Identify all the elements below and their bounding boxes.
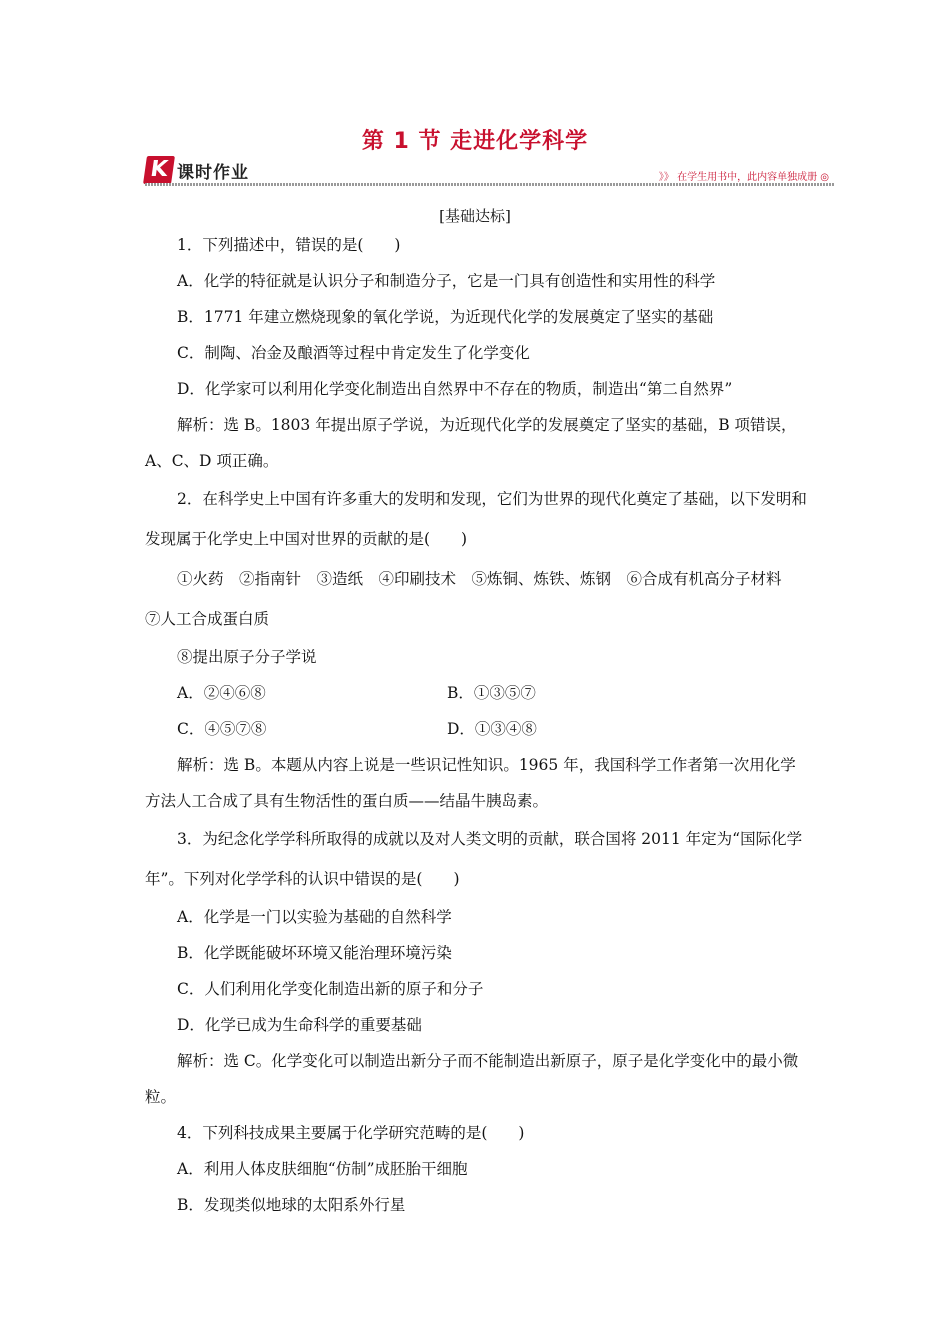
- question-1-option-b: B．1771 年建立燃烧现象的氧化学说，为近现代化学的发展奠定了坚实的基础: [177, 308, 714, 326]
- question-2-option-c: C．④⑤⑦⑧: [177, 720, 267, 738]
- question-4-stem: 4．下列科技成果主要属于化学研究范畴的是( ): [177, 1124, 525, 1142]
- question-1-stem: 1．下列描述中，错误的是( ): [177, 236, 401, 254]
- section-heading: [基础达标]: [439, 207, 511, 225]
- question-2-option-d: D．①③④⑧: [447, 720, 537, 738]
- question-2-options-row-1: [145, 675, 810, 711]
- question-2-option-a: A．②④⑥⑧: [177, 684, 266, 702]
- question-3-option-c: C．人们利用化学变化制造出新的原子和分子: [177, 980, 484, 998]
- question-2-option-b: B．①③⑤⑦: [447, 684, 536, 702]
- homework-banner: [145, 156, 835, 186]
- question-3-option-a: A．化学是一门以实验为基础的自然科学: [177, 908, 452, 926]
- banner-divider: [145, 183, 835, 186]
- question-2-items: ①火药 ②指南针 ③造纸 ④印刷技术 ⑤炼铜、炼铁、炼钢 ⑥合成有机高分子材料 ⑦人工合成蛋白质: [145, 570, 798, 628]
- question-3-stem: 3．为纪念化学学科所取得的成就以及对人类文明的贡献，联合国将 2011 年定为“国际化学年”。下列对化学学科的认识中错误的是( ): [145, 830, 803, 888]
- question-1-option-a: A．化学的特征就是认识分子和制造分子，它是一门具有创造性和实用性的科学: [177, 272, 716, 290]
- question-2-options-row-2: [145, 711, 810, 747]
- banner-note: 》》 在学生用书中，此内容单独成册 ◎: [658, 172, 829, 183]
- question-1-analysis: 解析：选 B。1803 年提出原子学说，为近现代化学的发展奠定了坚实的基础，B 项错误，A、C、D 项正确。: [145, 416, 797, 470]
- banner-logo: [145, 156, 249, 184]
- question-3-option-b: B．化学既能破坏环境又能治理环境污染: [177, 944, 452, 962]
- question-1-option-c: C．制陶、冶金及酿酒等过程中肯定发生了化学变化: [177, 344, 530, 362]
- question-3-analysis: 解析：选 C。化学变化可以制造出新分子而不能制造出新原子，原子是化学变化中的最小微粒。: [145, 1052, 799, 1106]
- question-2-analysis: 解析：选 B。本题从内容上说是一些识记性知识。1965 年，我国科学工作者第一次用化学方法人工合成了具有生物活性的蛋白质——结晶牛胰岛素。: [145, 756, 796, 810]
- page-title: 第 1 节 走进化学科学: [361, 129, 589, 154]
- banner-label: 课时作业: [177, 162, 249, 183]
- question-list: [145, 227, 810, 1223]
- question-4-option-a: A．利用人体皮肤细胞“仿制”成胚胎干细胞: [177, 1160, 468, 1178]
- question-1-option-d: D．化学家可以利用化学变化制造出自然界中不存在的物质，制造出“第二自然界”: [177, 380, 733, 398]
- question-2-item-8: ⑧提出原子分子学说: [177, 648, 317, 666]
- question-4-option-b: B．发现类似地球的太阳系外行星: [177, 1196, 406, 1214]
- k-logo-icon: K: [143, 156, 175, 184]
- question-3-option-d: D．化学已成为生命科学的重要基础: [177, 1016, 422, 1034]
- question-2-stem: 2．在科学史上中国有许多重大的发明和发现，它们为世界的现代化奠定了基础，以下发明和发现属于化学史上中国对世界的贡献的是( ): [145, 490, 807, 548]
